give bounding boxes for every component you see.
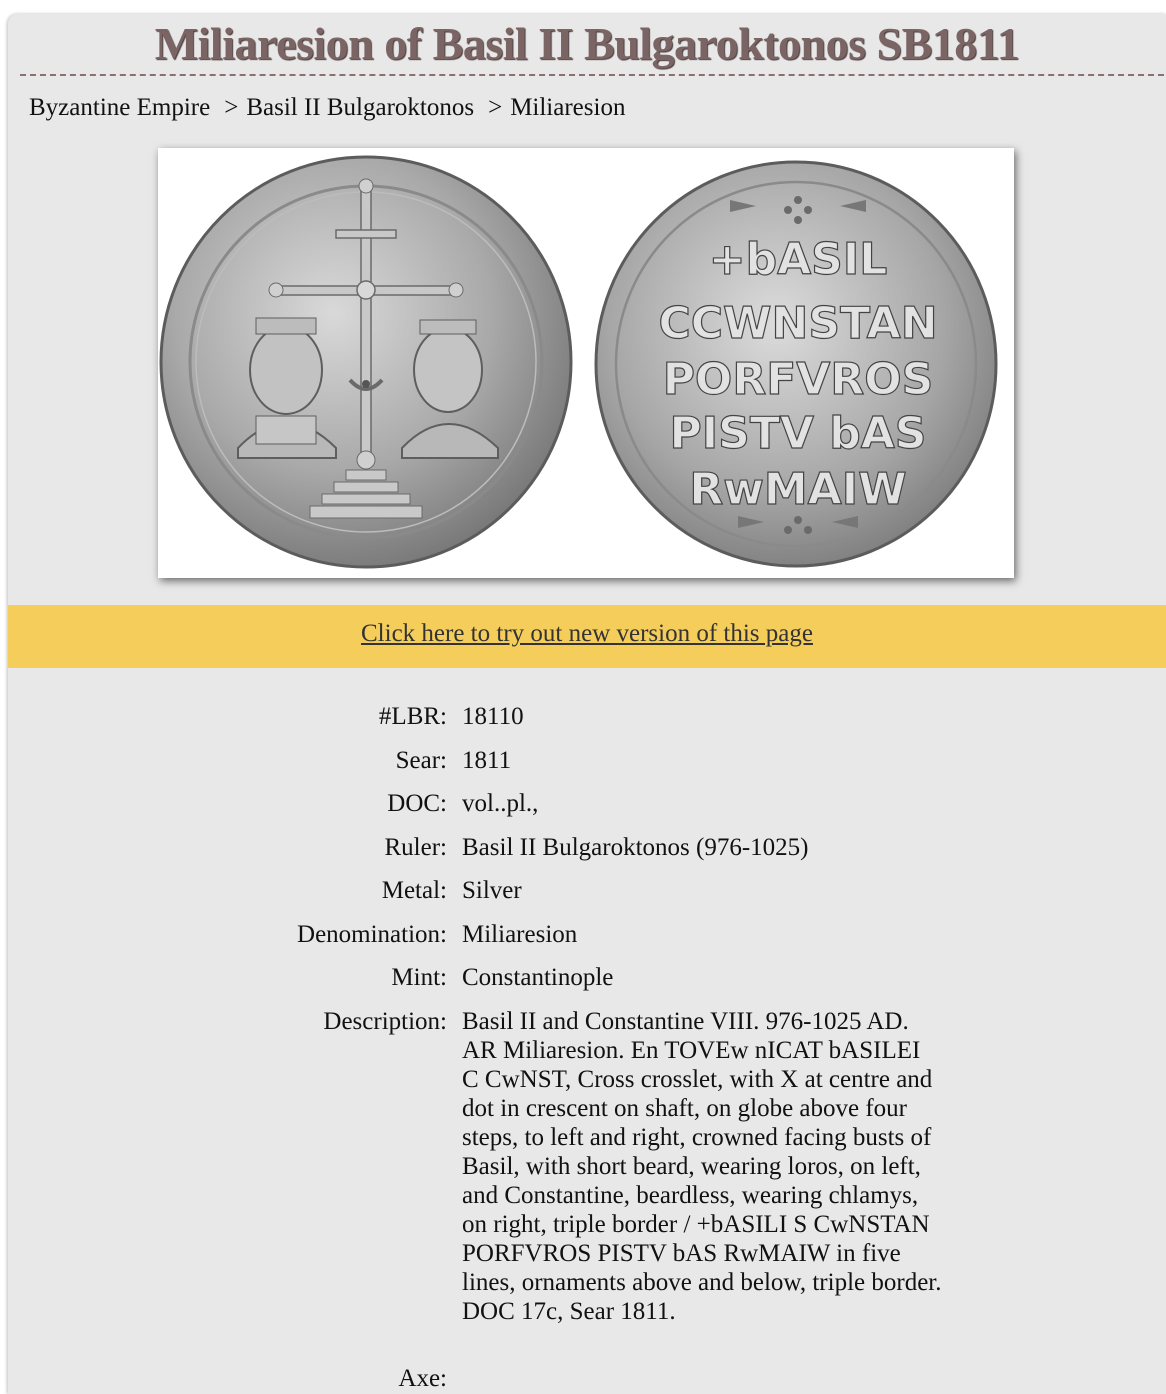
detail-value: vol..pl., bbox=[462, 790, 539, 817]
detail-label: Description: bbox=[323, 1008, 447, 1035]
breadcrumb-item-empire[interactable]: Byzantine Empire bbox=[29, 94, 211, 121]
detail-label: Mint: bbox=[391, 964, 447, 991]
detail-value: 1811 bbox=[462, 747, 512, 774]
breadcrumb-item-denomination[interactable]: Miliaresion bbox=[510, 94, 626, 121]
detail-label: DOC: bbox=[387, 790, 447, 817]
coin-obverse-icon bbox=[161, 157, 571, 567]
reverse-line-5: RwMAIW bbox=[689, 464, 907, 515]
detail-label: Axe: bbox=[398, 1365, 447, 1392]
page-container bbox=[8, 14, 1166, 1394]
detail-label: Metal: bbox=[381, 877, 447, 904]
new-version-banner bbox=[8, 605, 1166, 668]
reverse-line-3: PORFVROS bbox=[662, 354, 934, 405]
breadcrumb-item-ruler[interactable]: Basil II Bulgaroktonos bbox=[246, 94, 475, 121]
detail-value: Silver bbox=[462, 877, 522, 904]
reverse-line-4: PISTV bAS bbox=[669, 408, 927, 459]
detail-value: Basil II Bulgaroktonos (976-1025) bbox=[462, 834, 809, 861]
new-version-link[interactable]: Click here to try out new version of this page bbox=[361, 620, 813, 647]
coin-photo-graphic bbox=[158, 148, 1014, 578]
reverse-line-1: +bASIL bbox=[708, 234, 888, 285]
page-title: Miliaresion of Basil II Bulgaroktonos SB1811 bbox=[154, 18, 1020, 69]
breadcrumb-separator: > bbox=[224, 94, 239, 121]
title-divider bbox=[20, 74, 1164, 76]
detail-value: Constantinople bbox=[462, 964, 614, 991]
breadcrumb-separator: > bbox=[488, 94, 503, 121]
reverse-line-2: CCWNSTAN bbox=[658, 298, 938, 349]
detail-label: Ruler: bbox=[384, 834, 447, 861]
coin-reverse-icon bbox=[596, 162, 996, 566]
detail-value: 18110 bbox=[462, 703, 524, 730]
detail-label: Denomination: bbox=[297, 921, 447, 948]
detail-label: Sear: bbox=[395, 747, 447, 774]
breadcrumb bbox=[29, 92, 625, 124]
detail-value: Basil II and Constantine VIII. 976-1025 AD. AR Miliaresion. En TOVEw nICAT bASILEI C CwNST, Cross crosslet, with X at centre and dot in crescent on shaft, on globe above four steps, to left and right, crowned facing busts of Basil, with short beard, wearing loros, on left, and Constantine, beardless, wearing chlamys, on right, triple border / +bASILI S CwNSTAN PORFVROS PISTV bAS RwMAIW in five lines, ornaments above and below, triple border. DOC 17c, Sear 1811. bbox=[462, 1008, 942, 1325]
detail-label: #LBR: bbox=[378, 703, 447, 730]
coin-photo[interactable] bbox=[158, 148, 1014, 578]
detail-value: Miliaresion bbox=[462, 921, 578, 948]
